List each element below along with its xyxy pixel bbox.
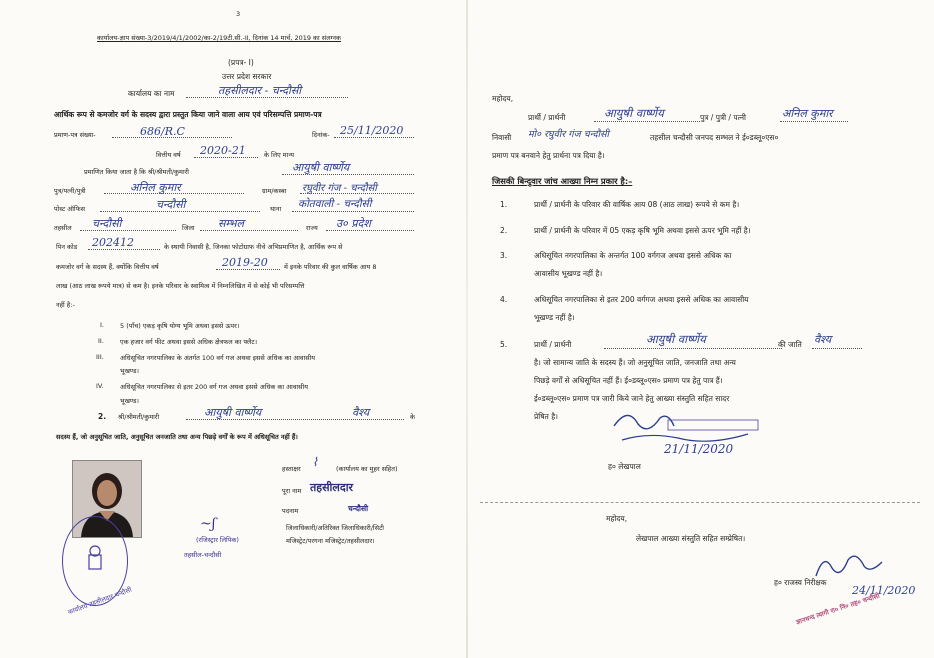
stamp-text: कार्यालय तहसीलदार चन्दौसी	[66, 585, 133, 617]
p5-name: आयुषी वार्ष्णेय	[646, 332, 706, 346]
point-num-5: 5.	[500, 340, 508, 349]
page-fold	[466, 0, 468, 658]
salutation: महोदय,	[492, 94, 514, 103]
clerk-label-2: तहसील-चन्दौसी	[184, 551, 222, 559]
item-num-1: I.	[100, 321, 104, 329]
cert-no-label: प्रमाण-पत्र संख्या-	[54, 131, 96, 139]
item2-pre: श्री/श्रीमती/कुमारी	[118, 413, 160, 421]
para1-fy-line	[216, 269, 280, 270]
r2-post: तहसील चन्दौसी जनपद सम्भल ने ई०डब्लू०एस०	[650, 133, 779, 142]
point-text-2: प्रार्थी / प्रार्थनी के परिवार में 05 एकड़ कृषि भूमि अथवा इससे ऊपर भूमि नहीं है।	[534, 226, 751, 235]
para1-c: में इनके परिवार की कुल वार्षिक आय 8	[284, 263, 377, 271]
r3: प्रमाण पत्र बनवाने हेतु प्रार्थना पत्र दिया है।	[492, 151, 605, 160]
item-num-4: IV.	[96, 382, 104, 390]
sign-note: (कार्यालय का मुहर सहित)	[336, 465, 398, 473]
lekhpal-label: ह० लेखपाल	[608, 462, 641, 471]
state-label: राज्य	[306, 224, 318, 232]
inspection-heading: जिसकी बिन्दुवार जांच आख्या निम्न प्रकार है:–	[492, 176, 633, 186]
office-label: कार्यालय का नाम	[128, 89, 175, 98]
r1-name: आयुषी वार्ष्णेय	[604, 106, 664, 120]
district-label: जिला	[182, 224, 195, 232]
pin-label: पिन कोड	[56, 243, 78, 251]
item2-line2: सदस्य हैं, जो अनुसूचित जाति, अनुसूचित जनजाति तथा अन्य पिछड़े वर्गों के रूप में अधिसूचित नहीं हैं।	[56, 433, 298, 441]
forward-text: लेखपाल आख्या संस्तुति सहित सम्प्रेषित।	[636, 534, 746, 543]
item2-num: 2.	[98, 412, 107, 421]
item-num-3: III.	[96, 353, 104, 361]
fullname-label: पूरा नाम	[282, 487, 302, 495]
p5-mid: की जाति	[778, 340, 802, 349]
pin-line	[88, 249, 160, 250]
lekhpal-date: 21/11/2020	[664, 442, 734, 456]
date-line	[334, 137, 414, 138]
pin-value: 202412	[92, 236, 134, 249]
r2-place: मो० रघुवीर गंज चन्दौसी	[528, 129, 610, 140]
para1-e: नहीं है:-	[56, 301, 75, 309]
p5-line-2: है। जो सामान्य जाति के सदस्य हैं। जो अनुसूचित जाति, जनजाति तथा अन्य	[534, 358, 736, 367]
para1-fy: 2019-20	[222, 256, 268, 269]
ri-label: ह० राजस्व निरीक्षक	[774, 578, 827, 587]
form-number: (प्रपत्र- I)	[228, 58, 254, 67]
section-divider	[480, 502, 920, 503]
point-text-4b: भूखण्ड नहीं है।	[534, 313, 575, 322]
point-text-4a: अधिसूचित नगरपालिका से इतर 200 वर्गगज अथवा इससे अधिक का आवासीय	[534, 295, 749, 304]
item-text-3: अधिसूचित नगरपालिका के अंतर्गत 100 वर्ग गज अथवा इससे अधिक का आवासीय	[120, 354, 316, 362]
ps-line	[292, 211, 414, 212]
ps-value: कोतवाली - चन्दौसी	[298, 198, 372, 210]
clerk-signature: ~ʃ	[200, 516, 216, 532]
p5-line-4: ई०डब्लू०एस० प्रमाण पत्र जारी किये जाने हेतु आख्या संस्तुति सहित सादर	[534, 394, 730, 403]
r1-father-line	[780, 121, 848, 122]
village-value: रघुवीर गंज - चन्दौसी	[302, 183, 377, 194]
ps-label: थाना	[270, 205, 282, 213]
item2-caste: वैश्य	[352, 406, 370, 419]
state-value: उ० प्रदेश	[336, 217, 371, 230]
fy-label: वित्तीय वर्ष	[156, 151, 181, 159]
officer-signature: ⌇	[312, 455, 318, 469]
father-name: अनिल कुमार	[130, 181, 181, 194]
sign-label: हस्ताक्षर	[282, 465, 301, 473]
ri-stamp: ज्ञानचन्द त्यागी रा० नि० तह० चन्दौसी	[795, 591, 881, 627]
p5-pre: प्रार्थी / प्रार्थनी	[534, 340, 572, 349]
r2-pre: निवासी	[492, 133, 512, 142]
date-label: दिनांक-	[312, 131, 330, 139]
p5-name-line	[604, 348, 782, 349]
relation-label: पुत्र/पत्नी/पुत्री	[54, 187, 86, 195]
district-line	[200, 230, 298, 231]
certificate-heading: आर्थिक रूप से कमजोर वर्ग के सदस्य द्वारा प्रस्तुत किया जाने वाला आय एवं परिसम्पत्ति प्रमाण-पत्र	[54, 110, 322, 119]
p5-caste-line	[812, 348, 862, 349]
point-text-3b: आवासीय भूखण्ड नहीं है।	[534, 269, 603, 278]
post-value: चन्दौसी	[348, 504, 369, 513]
item-text-2: एक हजार वर्ग फीट अथवा इससे अधिक क्षेत्रफल का फ्लैट।	[120, 338, 258, 346]
post-label: पदनाम	[282, 507, 299, 515]
para1-d: लाख (आठ लाख रूपये मात्र) से कम है। इनके परिवार के स्वामित्व में निम्नलिखित में से कोई भी परिसम्पत्ति	[56, 282, 305, 290]
r1-mid: पुत्र / पुत्री / पत्नी	[700, 113, 746, 122]
salutation-2: महोदय,	[606, 514, 628, 523]
date-value: 25/11/2020	[340, 124, 404, 137]
fy-line	[194, 157, 258, 158]
clerk-label-1: (रजिस्ट्रार लिपिक)	[196, 536, 239, 544]
fy-value: 2020-21	[200, 144, 246, 157]
cert-no-value: 686/R.C	[140, 125, 185, 138]
item-num-2: II.	[98, 337, 104, 345]
government-title: उत्तर प्रदेश सरकार	[222, 72, 272, 81]
r1-father: अनिल कुमार	[782, 107, 833, 120]
point-num-4: 4.	[500, 295, 508, 304]
r1-name-line	[594, 121, 700, 122]
item-text-1: 5 (पाँच) एकड़ कृषि योग्य भूमि अथवा इससे ऊपर।	[120, 322, 240, 330]
p5-caste: वैश्य	[814, 333, 832, 346]
tehsil-label: तहसील	[54, 224, 72, 232]
para1-b: कमजोर वर्ग के सदस्य हैं, क्योंकि वित्तीय वर्ष	[56, 263, 159, 271]
item2-post: के	[410, 413, 415, 421]
lekhpal-signature-icon	[608, 406, 768, 466]
item-text-3b: भूखण्ड।	[120, 367, 139, 375]
point-num-3: 3.	[500, 251, 508, 260]
point-num-2: 2.	[500, 226, 508, 235]
tehsil-value: चन्दौसी	[92, 217, 122, 230]
office-value: तहसीलदार - चन्दौसी	[218, 84, 302, 97]
po-label: पोस्ट ऑफिस	[54, 205, 85, 213]
para1-a: के स्थायी निवासी है, जिनका फोटोग्राफ नीचे अभिप्रमाणित है, आर्थिक रूप से	[164, 243, 343, 251]
fullname-value: तहसीलदार	[310, 481, 354, 494]
p5-line-3: पिछड़े वर्गों से अधिसूचित नहीं हैं। ई०डब्लू०एस० प्रमाण पत्र हेतु पात्र हैं।	[534, 376, 723, 385]
point-text-3a: अधिसूचित नगरपालिका के अन्तर्गत 100 वर्गगज अथवा इससे अधिक का	[534, 251, 732, 260]
p5-line-5: प्रेषित है।	[534, 412, 559, 421]
certify-text: प्रमाणित किया जाता है कि श्री/श्रीमती/कुमारी	[84, 168, 189, 176]
item-text-4b: भूखण्ड।	[120, 397, 139, 405]
item2-name: आयुषी वार्ष्णेय	[204, 406, 262, 419]
authority-2: मजिस्ट्रेट/परगना मजिस्ट्रेट/तहसीलदार।	[286, 537, 375, 545]
applicant-name: आयुषी वार्ष्णेय	[292, 161, 350, 174]
ri-date: 24/11/2020	[852, 584, 916, 597]
r1-pre: प्रार्थी / प्रार्थनी	[528, 113, 566, 122]
district-value: सम्भल	[218, 217, 244, 230]
top-reference: कार्यालय-ज्ञाप संख्या-3/2019/4/1/2002/का-2/19टी.सी.-II, दिनांक 14 मार्च, 2019 का संलग्नक	[97, 34, 342, 42]
fy-suffix: के लिए मान्य	[264, 151, 295, 159]
village-label: ग्राम/कस्बा	[262, 187, 287, 195]
point-num-1: 1.	[500, 200, 508, 209]
authority-1: जिलाधिकारी/अतिरिक्त जिलाधिकारी/सिटी	[286, 524, 384, 532]
point-text-1: प्रार्थी / प्रार्थनी के परिवार की वार्षिक आय 08 (आठ लाख) रूपये से कम है।	[534, 200, 740, 209]
page-number: 3	[236, 10, 241, 18]
item-text-4: अधिसूचित नगरपालिका से इतर 200 वर्ग गज अथवा इससे अधिक का आवासीय	[120, 383, 308, 391]
po-value: चन्दौसी	[156, 198, 186, 211]
